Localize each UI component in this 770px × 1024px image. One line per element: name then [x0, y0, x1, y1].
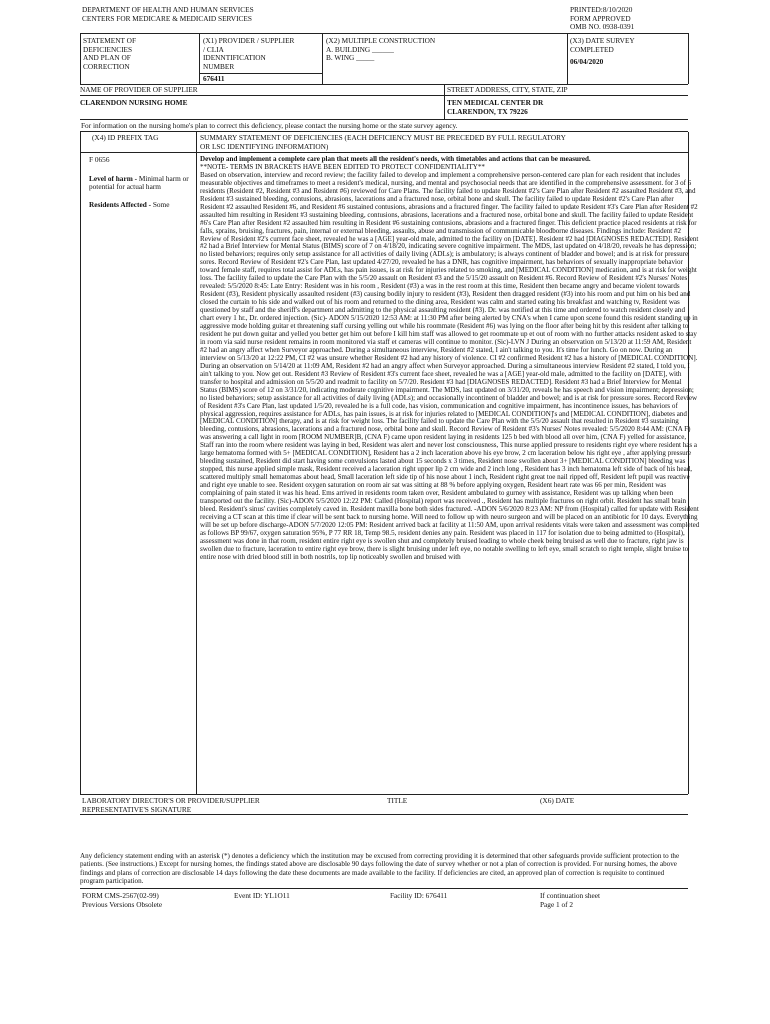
summary-label-line-2: OR LSC IDENTIFYING INFORMATION) [200, 141, 329, 151]
residents-affected [89, 201, 193, 210]
disclaimer: Any deficiency statement ending with an asterisk (*) denotes a deficiency which the institution may be excused from correcting providing it is determined that other safeguards provide sufficient protection to the patients. (See instructions.) Except for nursing homes, the findings stated above are disclosable 90 days following the date of survey whether or not a plan of correction is provided. For nursing homes, the above findings and plans of correction are disclosable 14 days following the date these documents are made available to the facility. If deficiencies are cited, an approved plan of correction is requisite to continued program participation. [80, 852, 680, 885]
form-meta [570, 6, 634, 32]
address-label: STREET ADDRESS, CITY, STATE, ZIP [447, 85, 568, 94]
findings-note: **NOTE- TERMS IN BRACKETS HAVE BEEN EDITED TO PROTECT CONFIDENTIALITY** [200, 162, 485, 171]
x2-building: A. BUILDING ______ [326, 44, 394, 54]
agency-header [82, 6, 254, 23]
rule-info-top [80, 119, 688, 120]
rule-signature-top [80, 794, 688, 795]
continuation-info [540, 892, 600, 909]
form-number: FORM CMS-2567(02-99) [82, 891, 159, 900]
x3-value: 06/04/2020 [570, 57, 604, 66]
x2-block [326, 37, 435, 63]
director-signature-label [82, 797, 260, 814]
event-id: Event ID: YL1O11 [234, 891, 290, 900]
agency-line-1: DEPARTMENT OF HEALTH AND HUMAN SERVICES [82, 5, 254, 14]
form-id [82, 892, 162, 909]
rule-left [80, 33, 81, 84]
provider-name: CLARENDON NURSING HOME [80, 98, 188, 107]
x3-label-line: (X3) DATE SURVEY [570, 36, 635, 45]
rule-signature-bottom [80, 814, 688, 815]
findings-text [200, 156, 700, 562]
summary-label-line-1: SUMMARY STATEMENT OF DEFICIENCIES (EACH DEFICIENCY MUST BE PRECEDED BY FULL REGULATORY [200, 133, 566, 142]
printed-date: PRINTED:8/10/2020 [570, 5, 633, 14]
info-line: For information on the nursing home's plan to correct this deficiency, please contact the nursing home or the state survey agency. [81, 121, 458, 130]
x3-label [570, 37, 635, 54]
x1-label-line: IDENNTIFICATION [203, 53, 266, 63]
director-label-line-1: LABORATORY DIRECTOR'S OR PROVIDER/SUPPLIER [82, 796, 260, 805]
x1-label-line: (X1) PROVIDER / SUPPLIER [203, 36, 295, 45]
rule-provider-mid [80, 95, 688, 96]
harm-label: Level of harm - [89, 173, 139, 183]
tag-id: F 0656 [89, 155, 110, 164]
rule-right [688, 33, 689, 84]
rule-column-divider [196, 132, 197, 794]
affected-value: Some [152, 199, 170, 209]
statement-label-line: CORRECTION [83, 61, 130, 71]
affected-label: Residents Affected - [89, 199, 153, 209]
x1-label [203, 37, 294, 71]
x1-label-line: / CLIA [203, 44, 224, 54]
statement-label-line: AND PLAN OF [83, 53, 131, 63]
rule-x1 [199, 33, 200, 84]
x1-value: 676411 [203, 74, 225, 83]
findings-body-text: Based on observation, interview and record review; the facility failed to develop and implement a comprehensive person-centered care plan for each resident that includes measurable objectives and timeframes to meet a resident's medical, nursing, and mental and psychosocial needs that are identified in the comprehensive assessment. for 3 of 6 residents (Resident #2, Resident #3 and Resident #6) reviewed for Care Plans. The facility failed to update Resident #2's Care Plan after Resident #2 assaulted Resident #3, and Resident #3 sustained bleeding, contusions, abrasions, lacerations and a fractured nose, orbital bone and skull. The facility failed to update Resident #2's Care Plan after Resident #2 assaulted Resident #6, and Resident #6 sustained contusions, abrasions and a fractured finger. The facility failed to update Resident #3's Care Plan after Resident #2 assaulted him resulting in Resident #3 sustaining bleeding, contusions, abrasions, lacerations and a fractured nose, orbital bone and skull. The facility failed to update Resident #6's Care Plan after Resident #2 assaulted him resulting in Resident #6 sustaining contusions, abrasions and a fractured finger. This deficient practice placed residents at risk for falls, sprains, bruising, fractures, pain, internal or external bleeding, assaults, abuse and transmission of communicable bloodborne diseases. Findings include: Resident #2 Review of Resident #2's current face sheet, revealed he was a [AGE] year-old male, admitted to the facility on [DATE]. Resident #2 had [DIAGNOSES REDACTED]. Resident #2 had a Brief Interview for Mental Status (BIMS) score of 7 on 4/18/20, indicating severe cognitive impairment. The MDS, last updated on 4/18/20, reveals he has depression; no listed behaviors; requires only setup assistance for all activities of daily living (ADLs); is ambulatory; is always continent of bladder and bowel; and is at risk for pressure sores. Record Review of Resident #2's Care Plan, last updated 4/27/20, revealed he has a DNR, has cognitive impairment, has behaviors of sexually inappropriate behavior toward female staff, requires total assist for ADLs, has pain issues, is at risk for injuries related to smoking, and [MEDICAL CONDITION] medication, and is at risk for weight loss. The facility failed to update the Care Plan with the 5/5/20 assault on Resident #3 and the 5/15/20 assault on Resident #6. Record Review of Resident #2's Nurses' Notes revealed: 5/5/2020 8:45: Late Entry: Resident was in his room , Resident (#3) a was in the rest room at this time, Resident then became angry and became violent towards Resident (#3), Resident physically assaulted resident (#3) causing bodily injury to resident (#3), Resident then dragged resident (#3) into his room and put him on his bed and closed the curtain to his side and walked out of his room and returned to the dining area, Resident was calm and started eating his breakfast and watching tv, Resident was questioned by staff and the sheriff's department and admitting to the physical assaulting resident (#3). Dr. was notified at this time and ordered to watch resident closely and chart every 1 hr., Dr. ordered injection. (Sic)- ADON 5/15/2020 12:53 AM: at 11:30 PM after being alerted by CNA's when I came upon scene found this resident standing up in aggressive mode holding guitar et threatening staff cursing yelling out while his roommate (Resident #6) was lying on the floor after being hit by this resident after talking to resident he put down guitar and yelled you better get him out before I kill him staff was allowed to get roommate up et out of room with no further attacks resident asked to stay in room via said nurse resident remains in room monitored via staff et cameras will continue to monitor. (Sic)-LVN J During an observation on 5/13/20 at 11:59 AM, Resident #2 had an angry affect when Surveyor approached. During a simultaneous interview, Resident #2 stated, I ain't talking to you. It's time for lunch. Go on now. During an interview on 5/13/20 at 12:22 PM, CI #2 was unsure whether Resident #2 had any history of violence. CI #2 confirmed Resident #2 has a history of [MEDICAL CONDITION]. During an observation on 5/14/20 at 11:09 AM, Resident #2 had an angry affect when Surveyor approached. During a simultaneous interview Resident #2 stated, I told you, I ain't talking to you. Now get out. Resident #3 Review of Resident #3's current face sheet, revealed he was a [AGE] year-old male, admitted to the facility on [DATE], with transfer to hospital and admission on 5/5/20 and readmit to facility on 5/7/20. Resident #3 had [DIAGNOSES REDACTED]. Resident #3 had a Brief Interview for Mental Status (BIMS) score of 12 on 3/31/20, indicating moderate cognitive impairment. The MDS, last updated on 3/31/20, reveals he has speech and vision impairment; depression; no listed behaviors; setup assistance for all activities of daily living (ADLs); and occasionally incontinent of bladder and bowel; and is at risk for pressure sores. Record Review of Resident #3's Care Plan, last updated 1/5/20, revealed he is a full code, has vision, communication and cognitive impairment, has incontinence issues, has behaviors of physical aggression, requires assistance for ADLs, has pain issues, is at risk for injuries related to [MEDICAL CONDITION]'s and [MEDICAL CONDITION], diabetes and [MEDICAL CONDITION] therapy, and is at risk for weight loss. The facility failed to update the Care Plan with the 5/5/20 assault that resulted in Resident #3 sustaining bleeding, contusions, abrasions, lacerations and a fractured nose, orbital bone and skull. Record Review of Resident #3's Nurses' Notes revealed: 5/5/2020 8:44 AM: (CNA F) was answering a call light in room [ROOM NUMBER]B, (CNA F) came upon resident laying in residents 125 b bed with blood all over him, (CNA F) yelled for assistance, Staff ran into the room where resident was laying in bed, Resident was alert and never lost consciousness, This nurse applied pressure to residents right eye where resident has a large hematoma formed with 5+ [MEDICAL CONDITION], Resident has a 2 inch laceration above his eye brow, 2 cm laceration below his right eye , after applying pressure bleeding sustained, Resident did start having some convulsions lasted about 15 seconds x 3 times, Resident nose swollen about 3+ [MEDICAL CONDITION] bleeding was stopped, this nurse applied simple mask, Resident received a laceration right upper lip 2 cm wide and 2 inch long , Resident has 3 inch hematoma left side of back of his head, scattered multiply small hematomas about head, Small laceration left side tip of his nose about 1 inch, Resident right great toe nail ripped off, Resident left pupil was reactive and right eye unable to see. Resident oxygen saturation on room air sat was sitting at 88 % before applying oxygen, Resident heart rate was 66 per min, Resident was complaining of pain stated it was his head. Ems arrived in residents room taken over, Resident ambulated to gurney with assistance, Resident was up talking when been transported out the facility. (Sic)-ADON 5/5/2020 12:22 PM: Called (Hospital) report was received ., Resident has multiple fractures on right orbit. Resident has small brain bleed. Resident's sinus' cavities completely caved in. Resident maxilla bone both sides fractured. -ADON 5/6/2020 8:23 AM: NP from (Hospital) called for update with Resident receiving a CT scan at this time if clear will be sent back to nursing home. Will need to follow up with neuro surgeon and will be placed on an antibiotic for 10 days. Everything will be set up before discharge-ADON 5/7/2020 12:05 PM: Resident arrived back at facility at 11:50 AM, upon arrival residents vitals were taken and assessment was completed as follows BP 99/67, oxygen saturation 95%, P 77 RR 18, Temp 98.5, resident denies any pain. Resident was placed in 117 for isolation due to being admitted to (Hospital), assessment was done in that room, resident entire right eye is swollen shut and completely bruised leading to whole cheek being bruised as well due to fracture, right jaw is swollen due to fracture, laceration to entire right eye brow, there is slight bruising under left eye, no notable swelling to left eye, small scratch to right temple, slight bruise to entire nose with dried blood still in both nostrils, top lip noticeably swollen and bruised with [200, 170, 700, 561]
agency-line-2: CENTERS FOR MEDICARE & MEDICAID SERVICES [82, 13, 252, 23]
date-label: (X6) DATE [540, 796, 575, 805]
continuation-sheet: If continuation sheet [540, 891, 600, 900]
director-label-line-2: REPRESENTATIVE'S SIGNATURE [82, 804, 192, 814]
form-approved: FORM APPROVED [570, 13, 631, 23]
statement-label-line: STATEMENT OF [83, 36, 136, 45]
provider-name-label: NAME OF PROVIDER OF SUPPLIER [80, 85, 198, 94]
address-line-1: TEN MEDICAL CENTER DR [447, 98, 544, 107]
x1-label-line: NUMBER [203, 61, 235, 71]
tag-column [89, 156, 193, 209]
x2-label: (X2) MULTIPLE CONSTRUCTION [326, 36, 436, 45]
provider-address [447, 99, 543, 116]
rule-provider-divider [444, 85, 445, 119]
address-line-2: CLARENDON, TX 79226 [447, 106, 528, 116]
x3-label-line: COMPLETED [570, 44, 614, 54]
rule-columns-top [80, 131, 688, 132]
harm-level [89, 175, 193, 192]
page-number: Page 1 of 2 [540, 899, 574, 909]
rule-x2 [322, 33, 323, 84]
harm-value: Minimal harm or potential for actual harm [89, 173, 189, 192]
findings-title: Develop and implement a complete care plan that meets all the resident's needs, with timetables and actions that can be measured. [200, 155, 591, 163]
omb-number: OMB NO. 0938-0391 [570, 22, 635, 32]
rule-footer-top [80, 888, 688, 889]
summary-label [200, 134, 566, 151]
x2-wing: B. WING _____ [326, 53, 375, 63]
rule-x3 [567, 33, 568, 84]
rule-body-left [80, 132, 81, 794]
statement-label [83, 37, 136, 71]
x4-label: (X4) ID PREFIX TAG [92, 133, 159, 142]
rule-columns-bottom [80, 152, 688, 153]
title-label: TITLE [387, 796, 408, 805]
previous-versions: Previous Versions Obsolete [82, 899, 163, 909]
rule-top [80, 33, 688, 34]
facility-id: Facility ID: 676411 [390, 891, 448, 900]
statement-label-line: DEFICIENCIES [83, 44, 133, 54]
